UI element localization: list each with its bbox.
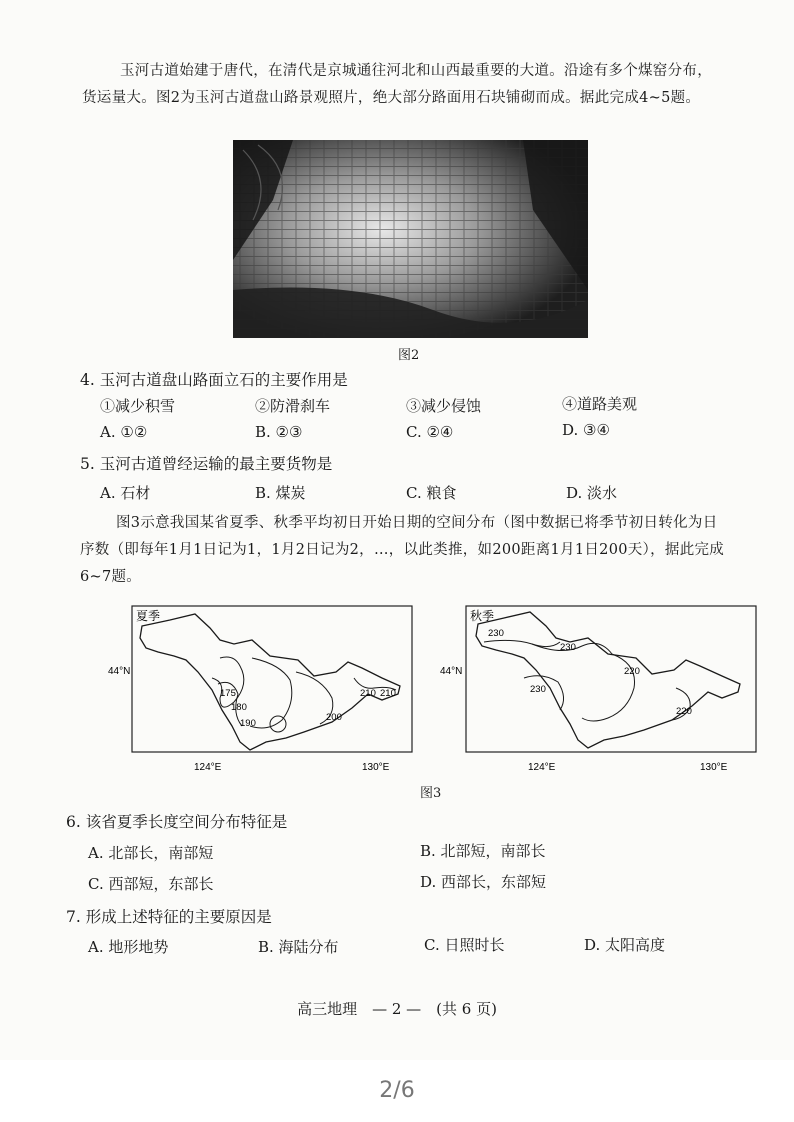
q5-choice-b[interactable]: B. 煤炭 bbox=[255, 484, 306, 502]
summer-isoline-190 bbox=[250, 658, 292, 728]
q6-choice-a[interactable]: A. 北部长，南部短 bbox=[88, 844, 214, 862]
q6-choice-c[interactable]: C. 西部短，东部长 bbox=[88, 875, 214, 893]
q4-choice-a[interactable]: A. ①② bbox=[100, 423, 148, 441]
autumn-map-label: 秋季 bbox=[470, 609, 495, 623]
page-footer: 高三地理 — 2 — (共 6 页) bbox=[297, 1000, 497, 1018]
q5-choice-d[interactable]: D. 淡水 bbox=[566, 484, 618, 502]
autumn-contour-220-a: 220 bbox=[624, 666, 640, 677]
autumn-contour-230-a: 230 bbox=[488, 628, 504, 639]
figure-3-autumn-map bbox=[432, 598, 762, 778]
summer-contour-210-b: 210 bbox=[380, 688, 396, 699]
summer-province-outline bbox=[140, 614, 400, 750]
summer-lon-label-124: 124°E bbox=[194, 762, 222, 773]
figure-2-photo bbox=[233, 140, 588, 338]
summer-lon-label-130: 130°E bbox=[362, 762, 390, 773]
q4-choice-c[interactable]: C. ②④ bbox=[406, 423, 454, 441]
passage-figure-3: 图3示意我国某省夏季、秋季平均初日开始日期的空间分布（图中数据已将季节初日转化为日序数（即每年1月1日记为1，1月2日记为2，…，以此类推，如200距离1月1日200天），据此完成6~7题。 bbox=[80, 515, 725, 585]
q4-choice-b[interactable]: B. ②③ bbox=[255, 423, 303, 441]
autumn-contour-230-c: 230 bbox=[530, 684, 546, 695]
q5-choice-c[interactable]: C. 粮食 bbox=[406, 484, 457, 502]
autumn-lon-label-130: 130°E bbox=[700, 762, 728, 773]
q6-choice-d[interactable]: D. 西部长，东部短 bbox=[420, 873, 547, 891]
question-5-stem: 5. 玉河古道曾经运输的最主要货物是 bbox=[80, 455, 333, 473]
q5-choice-a[interactable]: A. 石材 bbox=[100, 484, 151, 502]
figure-3-summer-map bbox=[100, 598, 420, 778]
passage-yuhe-road: 玉河古道始建于唐代，在清代是京城通往河北和山西最重要的大道。沿途有多个煤窑分布，货运量大。图2为玉河古道盘山路景观照片，绝大部分路面用石块铺砌而成。据此完成4~5题。 bbox=[82, 63, 712, 106]
page-indicator: 2/6 bbox=[379, 1078, 415, 1103]
q4-item-4: ④道路美观 bbox=[562, 395, 638, 413]
autumn-lat-label: 44°N bbox=[440, 666, 463, 677]
q6-choice-b[interactable]: B. 北部短，南部长 bbox=[420, 842, 546, 860]
figure-2-caption: 图2 bbox=[398, 348, 420, 363]
q4-item-1: ①减少积雪 bbox=[100, 397, 176, 415]
q4-item-2: ②防滑刹车 bbox=[255, 397, 331, 415]
autumn-contour-230-b: 230 bbox=[560, 642, 576, 653]
q4-item-3: ③减少侵蚀 bbox=[406, 397, 482, 415]
q7-choice-d[interactable]: D. 太阳高度 bbox=[584, 936, 666, 954]
autumn-province-outline bbox=[476, 612, 740, 748]
q7-choice-b[interactable]: B. 海陆分布 bbox=[258, 938, 339, 956]
summer-contour-200: 200 bbox=[326, 712, 342, 723]
summer-contour-210-a: 210 bbox=[360, 688, 376, 699]
summer-contour-180: 180 bbox=[231, 702, 247, 713]
question-6-stem: 6. 该省夏季长度空间分布特征是 bbox=[66, 813, 288, 831]
q4-choice-d[interactable]: D. ③④ bbox=[562, 421, 610, 439]
question-4-stem: 4. 玉河古道盘山路面立石的主要作用是 bbox=[80, 371, 348, 389]
autumn-isoline-230-north bbox=[484, 640, 560, 646]
summer-map-label: 夏季 bbox=[136, 609, 161, 623]
summer-isoline-circle bbox=[270, 716, 286, 732]
figure-3-caption: 图3 bbox=[420, 786, 442, 801]
q7-choice-c[interactable]: C. 日照时长 bbox=[424, 936, 505, 954]
summer-lat-label: 44°N bbox=[108, 666, 131, 677]
autumn-lon-label-124: 124°E bbox=[528, 762, 556, 773]
autumn-contour-220-b: 220 bbox=[676, 706, 692, 717]
summer-contour-190: 190 bbox=[240, 718, 256, 729]
summer-contour-175: 175 bbox=[220, 688, 236, 699]
q7-choice-a[interactable]: A. 地形地势 bbox=[88, 938, 169, 956]
autumn-isoline-220 bbox=[582, 654, 635, 721]
question-7-stem: 7. 形成上述特征的主要原因是 bbox=[66, 908, 272, 926]
